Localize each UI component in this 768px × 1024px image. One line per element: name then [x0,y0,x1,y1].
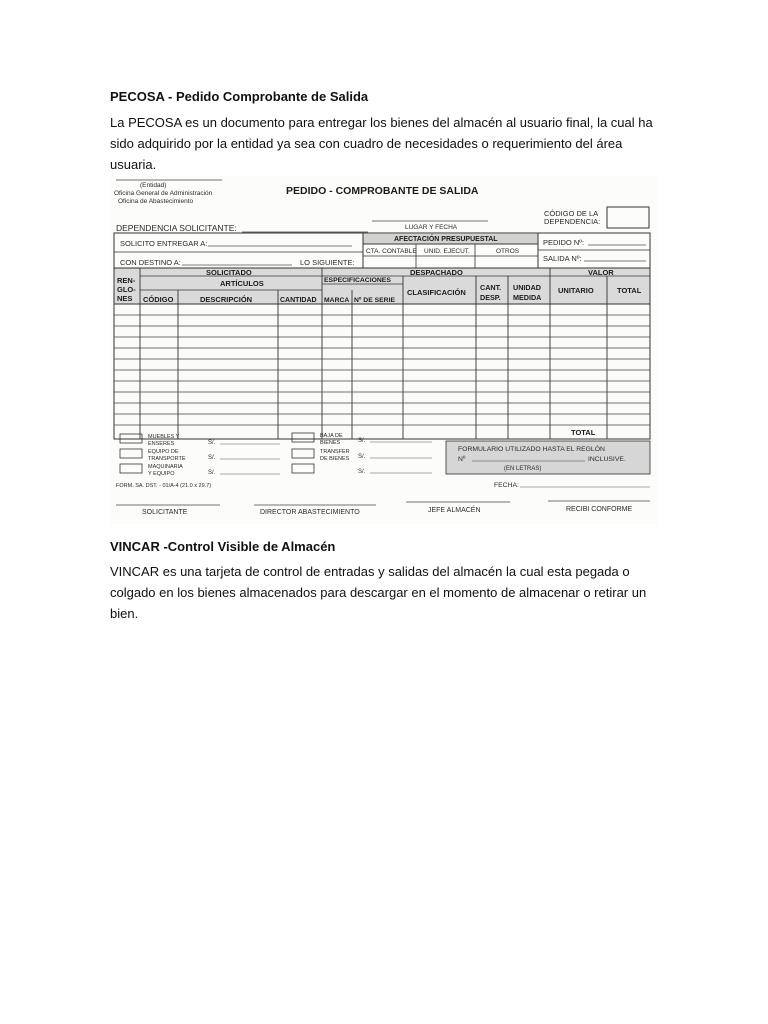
form-afectacion-presupuestal: AFECTACIÓN PRESUPUESTAL [394,236,498,243]
form-fecha: FECHA: [494,482,519,489]
form-col-unitario: UNITARIO [558,286,594,295]
form-col-especificaciones: ESPECIFICACIONES [324,277,391,284]
check-label-maquinaria-2: Y EQUIPO [148,471,175,477]
form-unid-ejecut: UNID. EJECUT. [424,248,470,255]
check-label-transporte-1: EQUIPO DE [148,449,179,455]
formulario-line-1: FORMULARIO UTILIZADO HASTA EL REGLÓN [458,446,605,453]
form-code: FORM. SA. DST. - 01/A-4 (21.0 x 29.7) [116,483,212,489]
signature-recibi-conforme: RECIBI CONFORME [566,506,633,513]
form-col-renglones-2: GLO- [117,285,136,294]
form-col-cant-desp-2: DESP. [480,293,501,302]
check-label-baja-2: BIENES [320,440,341,446]
form-col-serie: Nº DE SERIE [354,297,396,304]
form-col-cant-desp-1: CANT. [480,283,502,292]
pecosa-line-3: usuaria. [110,157,157,172]
form-col-despachado: DESPACHADO [410,268,463,277]
form-col-clasificacion: CLASIFICACIÓN [407,288,466,297]
check-label-baja-1: BAJA DE [320,433,343,439]
form-col-descripcion: DESCRIPCIÓN [200,295,253,304]
form-lugar-fecha: LUGAR Y FECHA [405,224,458,231]
check-label-maquinaria-1: MAQUINARIA [148,464,183,470]
check-label-transporte-2: TRANSPORTE [148,456,186,462]
form-col-total: TOTAL [617,286,642,295]
form-dependencia-solicitante: DEPENDENCIA SOLICITANTE: [116,223,237,233]
form-codigo-dependencia-label-1: CÓDIGO DE LA [544,209,599,218]
form-col-renglones-1: REN- [117,276,136,285]
signature-director: DIRECTOR ABASTECIMIENTO [260,509,360,516]
form-org-entidad: (Entidad) [140,182,167,189]
form-col-marca: MARCA [324,297,350,304]
check-currency-4: S/. [358,438,366,444]
formulario-inclusive: INCLUSIVE. [588,456,626,463]
form-col-solicitado: SOLICITADO [206,268,252,277]
check-currency-5: S/. [358,454,366,460]
vincar-line-1: VINCAR es una tarjeta de control de entradas y salidas del almacén la cual esta pegada o [110,564,630,579]
form-con-destino: CON DESTINO A: [120,258,181,267]
vincar-line-2: colgado en los bienes almacenados para descargar en el momento de almacenar o retirar un [110,585,647,600]
form-title: PEDIDO - COMPROBANTE DE SALIDA [286,185,479,197]
form-col-renglones-3: NES [117,294,133,303]
pecosa-line-2: sido adquirido por la entidad ya sea con cuadro de necesidades o requerimiento del área [110,136,623,151]
form-col-valor: VALOR [588,268,614,277]
form-col-unidad-medida-1: UNIDAD [513,283,541,292]
form-col-articulos: ARTÍCULOS [220,279,264,288]
form-org-oficina-abastecimiento: Oficina de Abastecimiento [118,198,194,205]
form-salida-no: SALIDA Nº: [543,254,582,263]
form-cta-contable: CTA. CONTABLE [366,248,417,255]
signature-solicitante: SOLICITANTE [142,509,188,516]
check-label-muebles-1: MUEBLES Y [148,434,180,440]
check-currency-6: S/. [358,469,366,475]
form-pedido-no: PEDIDO Nº: [543,238,585,247]
pecosa-form-image [110,176,658,524]
formulario-en-letras: (EN LETRAS) [504,466,542,472]
vincar-line-3: bien. [110,606,139,621]
vincar-description [110,561,660,624]
section-title-pecosa: PECOSA - Pedido Comprobante de Salida [110,89,369,104]
form-col-cantidad: CANTIDAD [280,297,317,304]
check-currency-2: S/. [208,455,216,461]
pecosa-line-1: La PECOSA es un documento para entregar los bienes del almacén al usuario final, la cual ha [110,115,653,130]
form-col-codigo: CÓDIGO [143,295,174,304]
check-label-transfer-2: DE BIENES [320,456,350,462]
signature-jefe-almacen: JEFE ALMACÉN [428,507,481,514]
section-title-vincar: VINCAR -Control Visible de Almacén [110,539,336,554]
form-otros: OTROS [496,248,520,255]
pecosa-description [110,112,660,175]
check-currency-3: S/. [208,470,216,476]
check-label-transfer-1: TRANSFER [320,449,350,455]
form-lo-siguiente: LO SIGUIENTE: [300,258,355,267]
form-solicito-entregar: SOLICITO ENTREGAR A: [120,239,208,248]
formulario-no: Nº [458,456,466,463]
form-codigo-dependencia-label-2: DEPENDENCIA: [544,217,601,226]
check-label-muebles-2: ENSERES [148,441,175,447]
form-org-oficina-general: Oficina General de Administración [114,190,213,197]
form-col-unidad-medida-2: MEDIDA [513,293,542,302]
form-total-label: TOTAL [571,428,596,437]
check-currency-1: S/. [208,440,216,446]
